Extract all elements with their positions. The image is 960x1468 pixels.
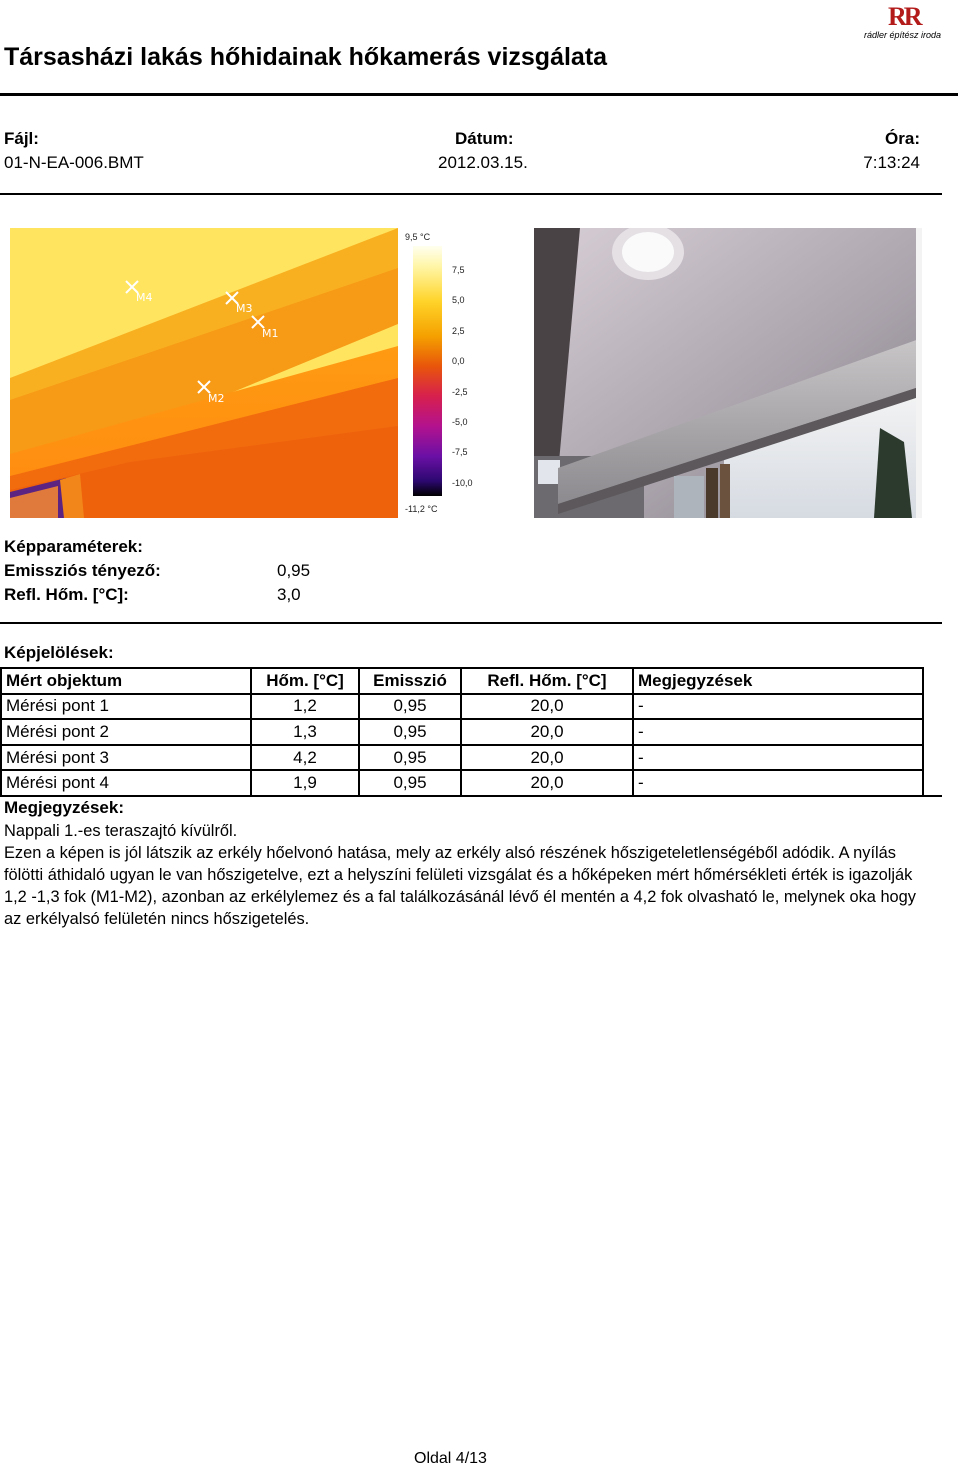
cell-object: Mérési pont 4 [1,770,251,796]
date-value: 2012.03.15. [438,153,528,172]
measurement-table [0,667,924,797]
time-value: 7:13:24 [863,153,920,172]
emissivity-label: Emissziós tényező: [4,561,161,580]
info-divider [0,193,942,195]
date-label: Dátum: [455,129,514,148]
temperature-scale-bar [413,246,442,496]
cell-emission: 0,95 [359,719,461,745]
table-row [1,745,923,771]
scale-min-label: -11,2 °C [405,504,438,514]
cell-refl-temp: 20,0 [461,770,633,796]
scale-tick: -2,5 [452,387,468,397]
params-divider [0,622,942,624]
cell-notes: - [633,745,923,771]
table-header-row [1,668,923,694]
cell-notes: - [633,694,923,720]
marker-label-m3: M3 [236,302,253,315]
table-row [1,694,923,720]
scale-tick: 7,5 [452,265,465,275]
marker-label-m2: M2 [208,392,225,405]
marks-heading: Képjelölések: [4,643,114,662]
cell-temp: 1,3 [251,719,359,745]
table-row [1,719,923,745]
file-label: Fájl: [4,129,39,148]
cell-refl-temp: 20,0 [461,694,633,720]
notes-body: Ezen a képen is jól látszik az erkély hőelvonó hatása, mely az erkély alsó részének hőszigeteletlenségéből adódik. A nyílás fölötti áthidaló ugyan le van hőszigetelve, ezt a helyszíni felületi vizsgálat és a hőképeken mért hőmérsékleti érték is igazolják 1,2 -1,3 fok (M1-M2), azonban az erkélylemez és a fal találkozásánál lévő él mentén a 4,2 fok olvasható le, melynek oka hogy az erkélyalsó felületén nincs hőszigetelés. [4,844,916,928]
thermal-image [10,228,398,518]
col-header-refl-temp: Refl. Hőm. [°C] [461,668,633,694]
scale-tick: -10,0 [452,478,473,488]
cell-temp: 1,2 [251,694,359,720]
marker-label-m1: M1 [262,327,279,340]
table-divider-tail [922,795,942,797]
cell-object: Mérési pont 2 [1,719,251,745]
thermal-image-graphic [10,228,398,518]
cell-object: Mérési pont 3 [1,745,251,771]
params-heading: Képparaméterek: [4,537,143,556]
scale-tick: -7,5 [452,447,468,457]
visual-photo [534,228,922,518]
cell-emission: 0,95 [359,745,461,771]
notes-line1: Nappali 1.-es teraszajtó kívülről. [4,822,238,840]
col-header-temp: Hőm. [°C] [251,668,359,694]
cell-emission: 0,95 [359,770,461,796]
cell-emission: 0,95 [359,694,461,720]
cell-refl-temp: 20,0 [461,719,633,745]
scale-tick: 5,0 [452,295,465,305]
refl-temp-label: Refl. Hőm. [°C]: [4,585,129,604]
col-header-emission: Emisszió [359,668,461,694]
page-number: Oldal 4/13 [414,1450,487,1467]
notes-heading: Megjegyzések: [4,798,124,817]
notes-text [4,820,924,930]
marker-label-m4: M4 [136,291,153,304]
logo-text: rádler építész iroda [864,30,942,40]
logo-mark: RR [888,2,920,31]
title-divider [0,93,958,96]
col-header-notes: Megjegyzések [633,668,923,694]
cell-temp: 4,2 [251,745,359,771]
time-label: Óra: [885,129,920,148]
scale-tick: -5,0 [452,417,468,427]
cell-notes: - [633,770,923,796]
company-logo [862,2,954,42]
scale-tick: 0,0 [452,356,465,366]
scale-max-label: 9,5 °C [405,232,431,242]
file-value: 01-N-EA-006.BMT [4,153,144,172]
cell-notes: - [633,719,923,745]
cell-temp: 1,9 [251,770,359,796]
table-row [1,770,923,796]
cell-refl-temp: 20,0 [461,745,633,771]
emissivity-value: 0,95 [277,561,311,580]
col-header-object: Mért objektum [1,668,251,694]
visual-photo-graphic [534,228,922,518]
refl-temp-value: 3,0 [277,585,301,604]
scale-tick: 2,5 [452,326,465,336]
cell-object: Mérési pont 1 [1,694,251,720]
page-title: Társasházi lakás hőhidainak hőkamerás vizsgálata [4,43,608,71]
